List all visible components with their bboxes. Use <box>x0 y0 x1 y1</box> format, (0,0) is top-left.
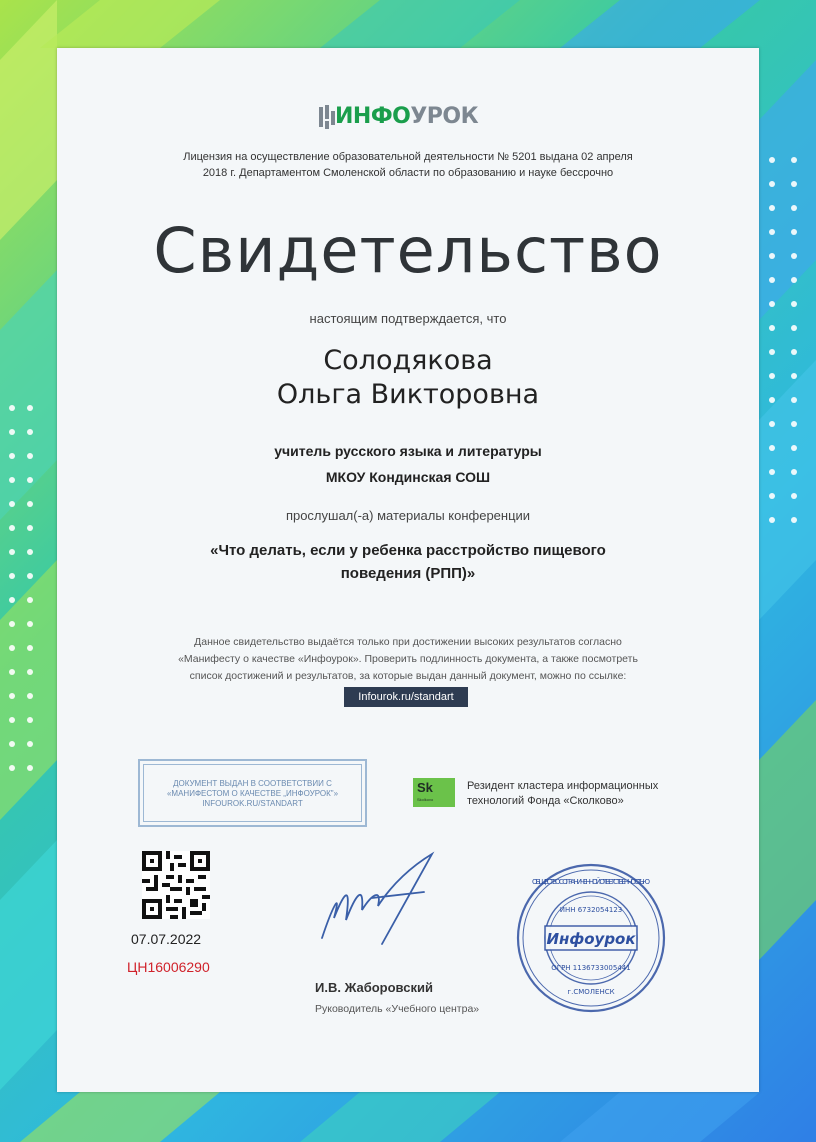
conference-line: поведения (РПП)» <box>340 565 476 582</box>
signer-name: И.В. Жаборовский <box>315 980 433 995</box>
stamp-center-text: Инфоурок <box>546 930 636 948</box>
conference-title <box>57 539 759 585</box>
logo-text-info: ИНФО <box>335 104 411 129</box>
recipient-surname: Солодякова <box>323 345 493 376</box>
signer-role: Руководитель «Учебного центра» <box>315 1003 480 1015</box>
note-line: Данное свидетельство выдаётся только при достижении высоких результатов согласно <box>194 636 622 648</box>
manifest-badge <box>138 759 367 827</box>
stamp-city-text: г.СМОЛЕНСК <box>567 988 615 996</box>
recipient-name <box>57 344 759 412</box>
skolkovo-line: технологий Фонда «Сколково» <box>467 795 624 807</box>
license-line: 2018 г. Департаментом Смоленской области по образованию и науке бессрочно <box>202 167 614 179</box>
manifest-line: «МАНИФЕСТОМ О КАЧЕСТВЕ „ИНФОУРОК"» <box>166 789 339 798</box>
school-name: МКОУ Кондинская СОШ <box>325 469 491 485</box>
company-stamp-icon <box>515 862 667 1014</box>
skolkovo-logo-small: Skolkovo <box>417 797 434 802</box>
certificate-code: ЦН16006290 <box>127 959 210 975</box>
logo-text-urok: УРОК <box>410 104 479 129</box>
stamp-ogrn-text: ОГРН 1136733005441 <box>551 964 631 972</box>
verification-note <box>57 634 759 685</box>
certificate-sheet <box>57 48 759 1092</box>
skolkovo-resident-text <box>467 779 658 809</box>
skolkovo-line: Резидент кластера информационных <box>467 780 659 792</box>
conference-line: «Что делать, если у ребенка расстройство пищевого <box>210 542 606 559</box>
issue-date: 07.07.2022 <box>131 931 202 947</box>
verification-link[interactable]: Infourok.ru/standart <box>344 687 468 707</box>
manifest-line: ДОКУМЕНТ ВЫДАН В СООТВЕТСТВИИ С <box>173 779 332 788</box>
manifest-line: INFOUROK.RU/STANDART <box>202 799 303 808</box>
recipient-given-name: Ольга Викторовна <box>276 379 540 410</box>
stamp-inn-text: ИНН 6732054123 <box>559 906 623 914</box>
stamp-ring-text: ОБЩЕСТВО С ОГРАНИЧЕННОЙ ОТВЕТСТВЕННОСТЬЮ <box>532 878 650 886</box>
logo-mark-icon <box>319 105 335 129</box>
qr-code-icon <box>142 851 210 919</box>
position-title: учитель русского языка и литературы <box>274 443 542 459</box>
license-line: Лицензия на осуществление образовательной деятельности № 5201 выдана 02 апреля <box>183 151 633 163</box>
infourok-logo <box>319 104 478 129</box>
listened-text: прослушал(-а) материалы конференции <box>285 508 531 523</box>
note-line: список достижений и результатов, за которые выдан данный документ, можно по ссылке: <box>189 670 627 682</box>
certificate-title: Свидетельство <box>153 214 663 287</box>
note-line: «Манифесту о качестве «Инфоурок». Проверить подлинность документа, а также посмотреть <box>178 653 638 665</box>
license-text <box>57 149 759 181</box>
skolkovo-logo-text: Sk <box>417 780 433 795</box>
signature-icon <box>312 848 442 958</box>
skolkovo-logo <box>413 778 455 807</box>
confirms-text: настоящим подтверждается, что <box>309 311 507 326</box>
recipient-position <box>57 438 759 490</box>
